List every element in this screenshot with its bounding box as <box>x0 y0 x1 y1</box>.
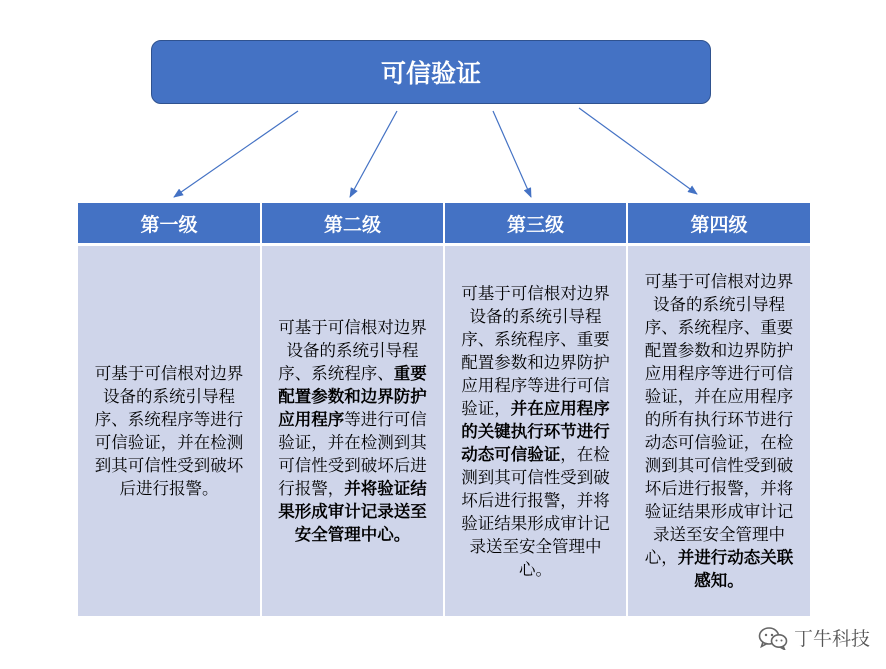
level-3-header: 第三级 <box>444 203 627 245</box>
arrow-to-level-3 <box>493 111 531 197</box>
arrow-to-level-2 <box>350 111 397 197</box>
level-3-description <box>444 245 627 617</box>
description-text: 可基于可信根对边界设备的系统引导程序、系统程序、重要配置参数和边界防护应用程序等进行可信验证， <box>461 283 610 418</box>
description-text: ，在检测到其可信性受到破坏后进行报警，并将验证结果形成审计记录送至安全管理中心。 <box>461 444 610 579</box>
description-text: 可基于可信根对边界设备的系统引导程序、系统程序、 <box>278 318 427 383</box>
wechat-icon <box>758 626 788 650</box>
level-1-description <box>78 245 261 617</box>
level-2-header: 第二级 <box>261 203 444 245</box>
levels-table <box>78 203 810 616</box>
arrow-to-level-4 <box>579 108 697 194</box>
level-2-description <box>261 245 444 617</box>
diagram-title: 可信验证 <box>380 59 481 88</box>
description-bold-text: 并将验证结果形成审计记录送至安全管理中心。 <box>278 479 427 544</box>
description-bold-text: 并进行动态关联感知。 <box>677 548 794 590</box>
level-4-description <box>627 245 810 617</box>
watermark-text: 丁牛科技 <box>793 628 870 650</box>
description-text: 可基于可信根对边界设备的系统引导程序、系统程序、重要配置参数和边界防护应用程序等进行可信验证，并在应用程序的所有执行环节进行动态可信验证，在检测到其可信性受到破坏后进行报警，并将验证结果形成审计记录送至安全管理中心， <box>644 272 794 567</box>
description-text: 等进行可信验证，并在检测到其可信性受到破坏后进行报警， <box>278 410 427 498</box>
arrow-to-level-1 <box>174 111 298 197</box>
description-bold-text: 重要配置参数和边界防护应用程序 <box>278 364 427 429</box>
level-1-header: 第一级 <box>78 203 261 245</box>
description-text: 可基于可信根对边界设备的系统引导程序、系统程序等进行可信验证，并在检测到其可信性受到破坏后进行报警。 <box>94 364 244 498</box>
level-4-header: 第四级 <box>627 203 810 245</box>
header-row <box>78 203 810 245</box>
watermark <box>758 624 870 651</box>
description-row <box>78 245 810 617</box>
description-bold-text: 并在应用程序的关键执行环节进行动态可信验证 <box>461 398 610 464</box>
